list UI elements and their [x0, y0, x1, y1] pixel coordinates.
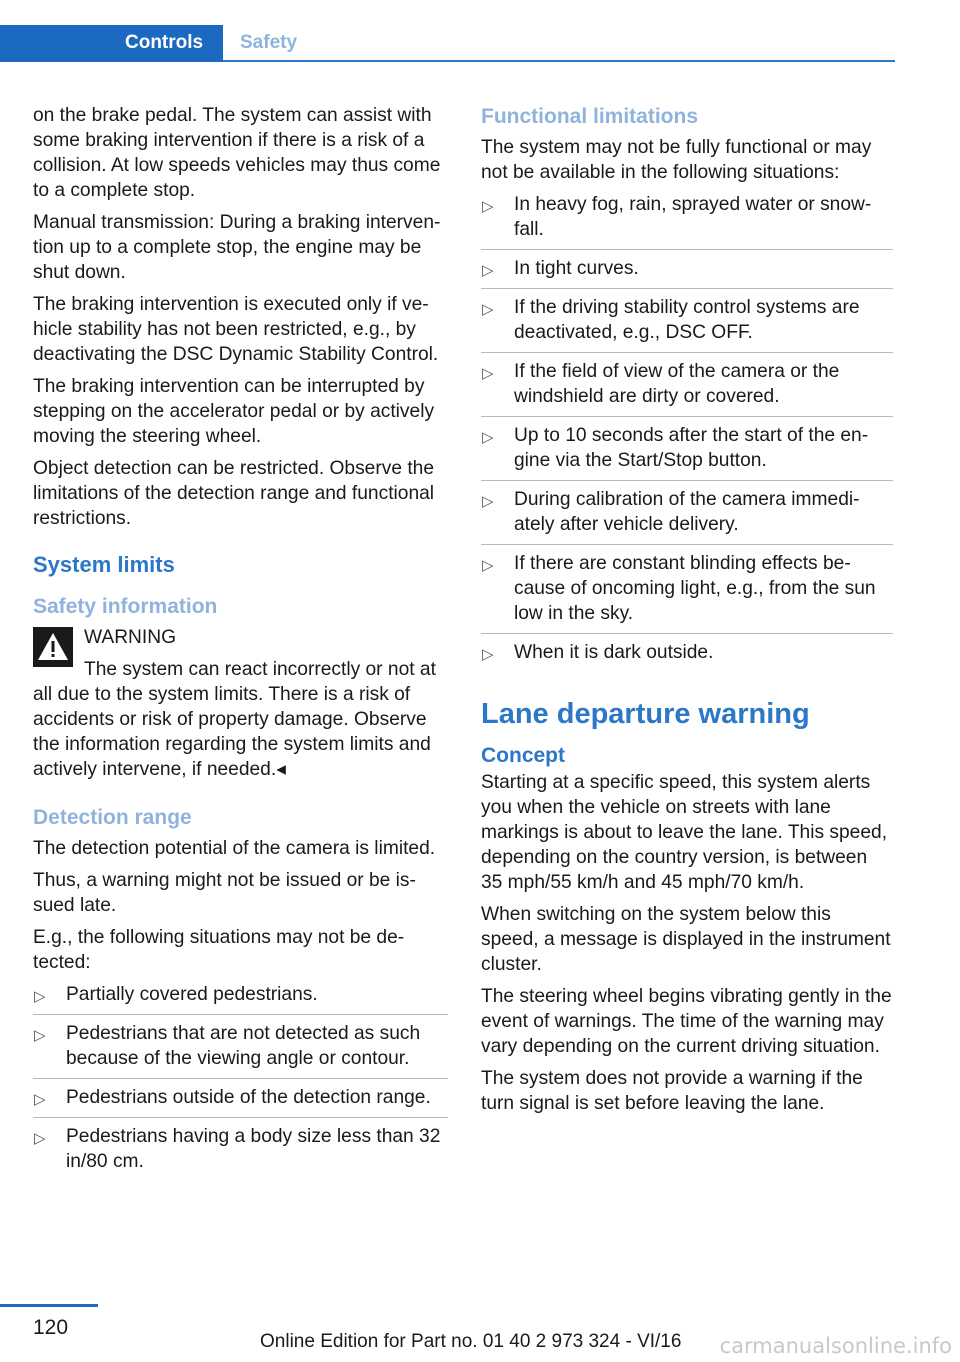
triangle-bullet-icon: ▷: [482, 429, 494, 446]
subheading-safety-information: Safety information: [33, 595, 218, 618]
triangle-bullet-icon: ▷: [482, 262, 494, 279]
paragraph: The system does not provide a warning if the turn signal is set before leaving the lane.: [481, 1068, 863, 1114]
list-item: ▷ Pedestrians having a body size less than 32 in/80 cm.: [34, 1126, 441, 1172]
paragraph: Object detection can be restricted. Observe the limitations of the detection range and functional restrictions.: [33, 458, 435, 529]
list-item: ▷ Pedestrians outside of the detection range.: [33, 1079, 448, 1118]
subheading-detection-range: Detection range: [33, 806, 192, 829]
watermark: carmanualsonline.info: [719, 1334, 952, 1358]
triangle-bullet-icon: ▷: [482, 646, 494, 663]
subheading-functional-limitations: Functional limitations: [481, 105, 699, 128]
list-item: ▷ If the driving stability control systems are deactivated, e.g., DSC OFF.: [481, 289, 893, 353]
page-number: 120: [33, 1316, 69, 1339]
triangle-bullet-icon: ▷: [482, 301, 494, 318]
tab-safety[interactable]: Safety: [240, 32, 298, 53]
triangle-bullet-icon: ▷: [34, 1027, 46, 1044]
paragraph: The braking intervention is executed only if vehicle stability has not been restricted, e.g., by deactivating the DSC Dynamic Stability Control.: [33, 294, 439, 365]
list-item: ▷ If the field of view of the camera or the windshield are dirty or covered.: [481, 353, 893, 417]
paragraph: The system may not be fully functional or may not be available in the following situations:: [481, 137, 872, 183]
chapter-tabs: [0, 25, 895, 62]
section-title-lane-departure-warning: Lane departure warning: [481, 698, 810, 730]
detection-list: [33, 982, 448, 1181]
paragraph: When switching on the system below this speed, a message is displayed in the instrument cluster.: [481, 904, 891, 975]
triangle-bullet-icon: ▷: [34, 1130, 46, 1147]
list-item: ▷ When it is dark outside.: [481, 634, 893, 672]
triangle-bullet-icon: ▷: [482, 557, 494, 574]
warning-triangle-icon: [33, 627, 73, 667]
triangle-bullet-icon: ▷: [34, 1091, 46, 1108]
list-item: ▷ Pedestrians that are not detected as such because of the viewing angle or contour.: [33, 1015, 448, 1079]
paragraph: The steering wheel begins vibrating gently in the event of warnings. The time of the warning may vary depending on the current driving situation.: [481, 986, 892, 1057]
list-item: ▷ Up to 10 seconds after the start of the engine via the Start/Stop button.: [481, 417, 893, 481]
subheading-concept: Concept: [481, 744, 565, 767]
left-column: [33, 103, 448, 1191]
list-item: ▷ Partially covered pedestrians.: [33, 982, 448, 1015]
warning-body: The system can react incorrectly or not at all due to the system limits. There is a risk of accidents or risk of property damage. Observe the information regarding the system limits and actively intervene, if needed.◂: [33, 659, 436, 780]
paragraph: Thus, a warning might not be issued or be issued late.: [33, 870, 416, 916]
triangle-bullet-icon: ▷: [482, 198, 494, 215]
tab-controls[interactable]: [0, 25, 223, 62]
section-heading-system-limits: System limits: [33, 552, 175, 577]
right-column: [481, 103, 893, 1123]
paragraph: The detection potential of the camera is limited.: [33, 838, 436, 859]
warning-box: [33, 625, 448, 782]
list-item: ▷ During calibration of the camera immediately after vehicle delivery.: [481, 481, 893, 545]
warning-title: WARNING: [84, 627, 177, 648]
triangle-bullet-icon: ▷: [34, 988, 46, 1005]
paragraph: on the brake pedal. The system can assist with some braking intervention if there is a risk of a collision. At low speeds vehicles may thus come to a complete stop.: [33, 105, 441, 201]
tab-controls-label: Controls: [125, 32, 204, 53]
list-item: ▷ In tight curves.: [481, 250, 893, 289]
triangle-bullet-icon: ▷: [482, 493, 494, 510]
limitations-list: [481, 192, 893, 672]
list-item: ▷ If there are constant blinding effects because of oncoming light, e.g., from the sun low in the sky.: [481, 545, 893, 634]
edition-text: Online Edition for Part no. 01 40 2 973 324 - VI/16: [260, 1331, 682, 1352]
paragraph: The braking intervention can be interrupted by stepping on the accelerator pedal or by actively moving the steering wheel.: [33, 376, 435, 447]
list-item: ▷ In heavy fog, rain, sprayed water or snowfall.: [481, 192, 893, 250]
footer-rule: [0, 1304, 98, 1307]
paragraph: E.g., the following situations may not be detected:: [33, 927, 405, 973]
triangle-bullet-icon: ▷: [482, 365, 494, 382]
paragraph: Starting at a specific speed, this system alerts you when the vehicle on streets with lane markings is about to leave the lane. This speed, depending on the country version, is between 35 mph/55 km/h and 45 mph/70 km/h.: [481, 772, 888, 893]
paragraph: Manual transmission: During a braking intervention up to a complete stop, the engine may be shut down.: [33, 212, 441, 283]
